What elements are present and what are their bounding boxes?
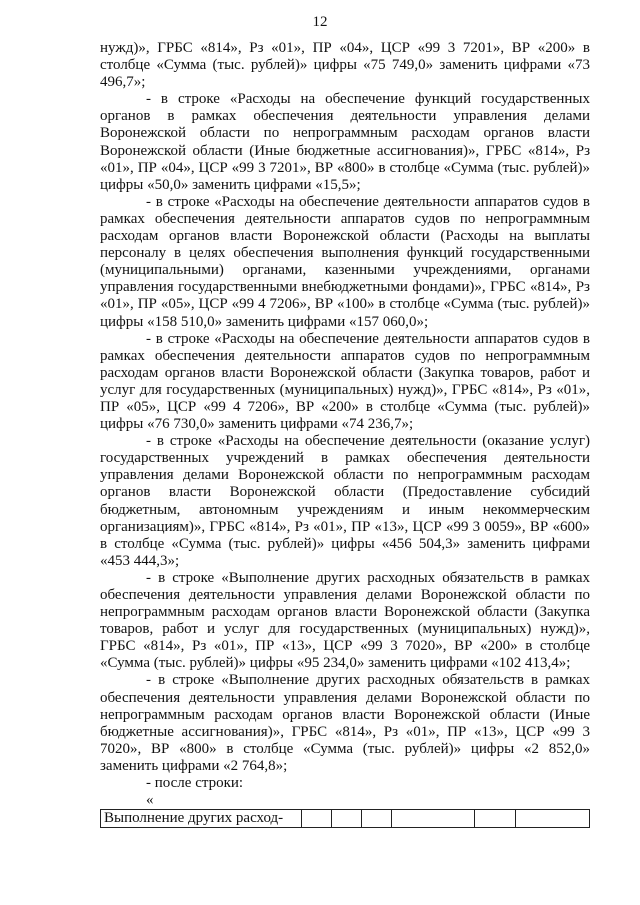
paragraph-amendment: - в строке «Расходы на обеспечение деятельности (оказание услуг) государственных учреждений в рамках обеспечения деятельности управления делами Воронежской области по непрограммным расходам органов власти Воронежской области (Предоставление субсидий бюджетным, автономным учреждениям и иным некоммерческим организациям)», ГРБС «814», Рз «01», ПР «13», ЦСР «99 3 0059», ВР «600» в столбце «Сумма (тыс. рублей)» цифры «456 504,3» заменить цифрами «453 444,3»; — [100, 433, 590, 569]
table-cell — [302, 810, 332, 828]
paragraph-amendment: - в строке «Выполнение других расходных обязательств в рамках обеспечения деятельности управления делами Воронежской области по непрограммным расходам органов власти Воронежской области (Иные бюджетные ассигнования)», ГРБС «814», Рз «01», ПР «13», ЦСР «99 3 7020», ВР «800» в столбце «Сумма (тыс. рублей)» цифры «2 852,0» заменить цифрами «2 764,8»; — [100, 672, 590, 774]
table-cell — [332, 810, 362, 828]
paragraph-amendment: - в строке «Расходы на обеспечение деятельности аппаратов судов в рамках обеспечения деятельности аппаратов судов по непрограммным расходам органов власти Воронежской области (Закупка товаров, работ и услуг для государственных (муниципальных) нужд)», ГРБС «814», Рз «01», ПР «05», ЦСР «99 4 7206», ВР «200» в столбце «Сумма (тыс. рублей)» цифры «76 730,0» заменить цифрами «74 236,7»; — [100, 330, 590, 433]
table-cell — [516, 810, 590, 828]
paragraph-amendment: - в строке «Расходы на обеспечение функций государственных органов в рамках обеспечения деятельности управления делами Воронежской области по непрограммным расходам органов власти Воронежской области (Иные бюджетные ассигнования)», ГРБС «814», Рз «01», ПР «04», ЦСР «99 3 7201», ВР «800» в столбце «Сумма (тыс. рублей)» цифры «50,0» заменить цифрами «15,5»; — [100, 91, 590, 193]
opening-quote-mark: « — [146, 792, 154, 809]
table-row — [101, 810, 590, 828]
budget-table-fragment — [100, 809, 590, 828]
paragraph-amendment: - в строке «Расходы на обеспечение деятельности аппаратов судов в рамках обеспечения деятельности аппаратов судов по непрограммным расходам органов власти Воронежской области (Расходы на выплаты персоналу в целях обеспечения выполнения функций государственными (муниципальными) органами, казенными учреждениями, органами управления государственными внебюджетными фондами)», ГРБС «814», Рз «01», ПР «05», ЦСР «99 4 7206», ВР «100» в столбце «Сумма (тыс. рублей)» цифры «158 510,0» заменить цифрами «157 060,0»; — [100, 193, 590, 330]
paragraph-continuation: нужд)», ГРБС «814», Рз «01», ПР «04», ЦСР «99 3 7201», ВР «200» в столбце «Сумма (тыс. рублей)» цифры «75 749,0» заменить цифрами «73 496,7»; — [100, 40, 590, 91]
page-number: 12 — [312, 14, 328, 30]
paragraph-amendment: - в строке «Выполнение других расходных обязательств в рамках обеспечения деятельности управления делами Воронежской области по непрограммным расходам органов власти Воронежской области (Закупка товаров, работ и услуг для государственных (муниципальных) нужд)», ГРБС «814», Рз «01», ПР «13», ЦСР «99 3 7020», ВР «200» в столбце «Сумма (тыс. рублей)» цифры «95 234,0» заменить цифрами «102 413,4»; — [100, 569, 590, 672]
table-cell — [361, 810, 391, 828]
table-cell-name: Выполнение других расход- — [101, 810, 302, 828]
document-body — [100, 40, 590, 828]
after-line-label: - после строки: — [146, 775, 244, 792]
table-cell — [475, 810, 516, 828]
table-cell — [391, 810, 474, 828]
